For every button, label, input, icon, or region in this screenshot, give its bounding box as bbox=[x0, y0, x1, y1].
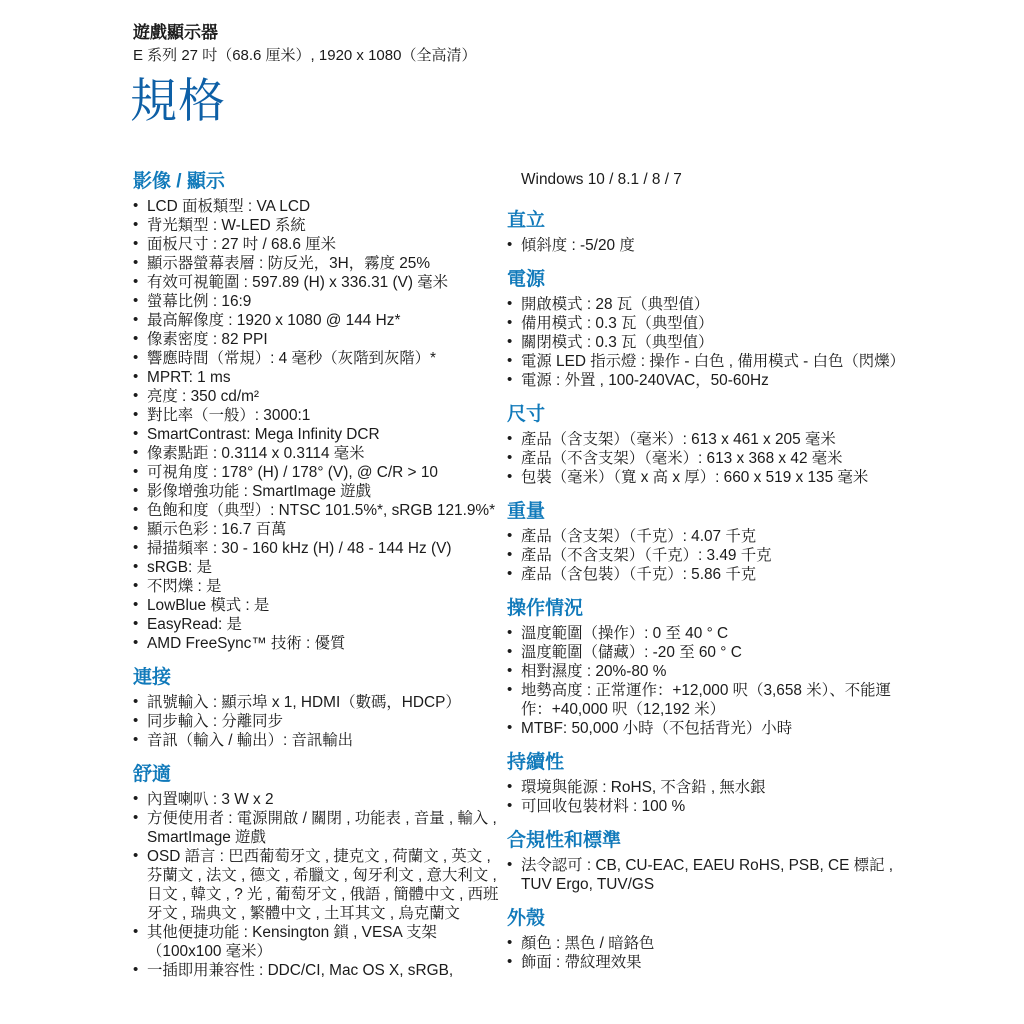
bullet-icon: • bbox=[133, 463, 139, 480]
spec-item-text: 備用模式 : 0.3 瓦（典型值） bbox=[521, 315, 714, 332]
spec-item-text: AMD FreeSync™ 技術 : 優質 bbox=[147, 635, 346, 652]
spec-item-text: 電源 LED 指示燈 : 操作 - 白色 , 備用模式 - 白色（閃爍） bbox=[521, 353, 905, 370]
bullet-icon: • bbox=[507, 719, 513, 736]
bullet-icon: • bbox=[507, 430, 513, 447]
spec-item-text: 地勢高度 : 正常運作：+12,000 呎（3,658 米）、不能運作：+40,000 呎（12,192 米） bbox=[521, 682, 891, 718]
bullet-icon: • bbox=[133, 235, 139, 252]
product-model: E 系列 27 吋（68.6 厘米）, 1920 x 1080（全高清） bbox=[133, 47, 477, 64]
spec-item-text: 傾斜度 : -5/20 度 bbox=[521, 237, 635, 254]
spec-item bbox=[133, 790, 509, 809]
bullet-icon: • bbox=[133, 501, 139, 518]
spec-item-text: EasyRead: 是 bbox=[147, 616, 242, 633]
spec-item-text: 產品（不含支架）（千克）: 3.49 千克 bbox=[521, 547, 772, 564]
bullet-icon: • bbox=[133, 349, 139, 366]
spec-item bbox=[507, 236, 899, 255]
bullet-icon: • bbox=[133, 577, 139, 594]
spec-item-list bbox=[507, 778, 899, 816]
spec-section bbox=[507, 403, 899, 487]
spec-item-text: 飾面 : 帶紋理效果 bbox=[521, 954, 642, 971]
product-category: 遊戲顯示器 bbox=[133, 23, 218, 42]
spec-item bbox=[507, 662, 899, 681]
bullet-icon: • bbox=[133, 615, 139, 632]
bullet-icon: • bbox=[507, 662, 513, 679]
spec-item bbox=[133, 273, 509, 292]
bullet-icon: • bbox=[507, 333, 513, 350]
bullet-icon: • bbox=[133, 216, 139, 233]
spec-item bbox=[133, 923, 509, 961]
spec-item bbox=[133, 634, 509, 653]
bullet-icon: • bbox=[507, 527, 513, 544]
spec-item-text: 響應時間（常規）: 4 毫秒（灰階到灰階）* bbox=[147, 350, 437, 367]
bullet-icon: • bbox=[133, 387, 139, 404]
bullet-icon: • bbox=[133, 254, 139, 271]
spec-item-text: 面板尺寸 : 27 吋 / 68.6 厘米 bbox=[147, 236, 337, 253]
spec-item bbox=[507, 449, 899, 468]
spec-section bbox=[133, 666, 509, 750]
bullet-icon: • bbox=[133, 311, 139, 328]
bullet-icon: • bbox=[133, 961, 139, 978]
bullet-icon: • bbox=[507, 449, 513, 466]
bullet-icon: • bbox=[507, 565, 513, 582]
bullet-icon: • bbox=[133, 444, 139, 461]
spec-item bbox=[133, 693, 509, 712]
spec-item-list bbox=[133, 790, 509, 980]
bullet-icon: • bbox=[133, 520, 139, 537]
bullet-icon: • bbox=[507, 624, 513, 641]
bullet-icon: • bbox=[507, 314, 513, 331]
spec-item-text: 顯示器螢幕表層 : 防反光，3H，霧度 25% bbox=[147, 255, 431, 272]
spec-section bbox=[133, 170, 509, 653]
spec-item bbox=[507, 295, 899, 314]
spec-item-text: 電源 : 外置 , 100-240VAC，50-60Hz bbox=[521, 372, 769, 389]
section-header: 連接 bbox=[133, 667, 172, 688]
spec-item-text: 方便使用者 : 電源開啟 / 關閉 , 功能表 , 音量 , 輸入 , SmartImage 遊戲 bbox=[147, 810, 497, 846]
spec-item bbox=[507, 546, 899, 565]
spec-item bbox=[507, 314, 899, 333]
spec-item-text: SmartContrast: Mega Infinity DCR bbox=[147, 426, 380, 443]
spec-item-text: 產品（含包裝）（千克）: 5.86 千克 bbox=[521, 566, 757, 583]
spec-item-text: 最高解像度 : 1920 x 1080 @ 144 Hz* bbox=[147, 312, 401, 329]
spec-item bbox=[507, 371, 899, 390]
spec-column-right bbox=[507, 170, 905, 972]
section-header: 合規性和標準 bbox=[507, 830, 622, 851]
spec-section bbox=[507, 751, 899, 816]
bullet-icon: • bbox=[507, 236, 513, 253]
spec-item-text: 開啟模式 : 28 瓦（典型值） bbox=[521, 296, 710, 313]
section-header: 影像 / 顯示 bbox=[133, 171, 225, 192]
spec-item-text: 溫度範圍（操作）: 0 至 40 ° C bbox=[521, 625, 729, 642]
spec-item-text: 產品（含支架）（千克）: 4.07 千克 bbox=[521, 528, 757, 545]
spec-item bbox=[133, 444, 509, 463]
section-header: 重量 bbox=[507, 501, 546, 522]
spec-item bbox=[133, 847, 509, 923]
spec-section bbox=[507, 209, 899, 255]
spec-item bbox=[133, 292, 509, 311]
bullet-icon: • bbox=[507, 295, 513, 312]
spec-item-list bbox=[507, 856, 899, 894]
spec-section bbox=[507, 500, 899, 584]
spec-item bbox=[507, 468, 899, 487]
spec-item-text: 環境與能源 : RoHS, 不含鉛 , 無水銀 bbox=[521, 779, 766, 796]
section-header: 直立 bbox=[507, 210, 546, 231]
bullet-icon: • bbox=[133, 847, 139, 864]
section-header: 持續性 bbox=[507, 752, 565, 773]
spec-item bbox=[133, 501, 509, 520]
spec-item bbox=[507, 527, 899, 546]
spec-item-text: 同步輸入 : 分離同步 bbox=[147, 713, 283, 730]
bullet-icon: • bbox=[133, 197, 139, 214]
spec-item bbox=[507, 856, 899, 894]
bullet-icon: • bbox=[133, 425, 139, 442]
spec-column-left bbox=[133, 170, 509, 980]
spec-item-text: LowBlue 模式 : 是 bbox=[147, 597, 270, 614]
spec-item bbox=[507, 352, 905, 371]
spec-item bbox=[133, 406, 509, 425]
spec-item bbox=[507, 719, 899, 738]
spec-item bbox=[133, 387, 509, 406]
spec-item bbox=[133, 731, 509, 750]
spec-item bbox=[507, 565, 899, 584]
bullet-icon: • bbox=[133, 558, 139, 575]
spec-section bbox=[507, 597, 899, 738]
spec-item-text: 產品（不含支架）（毫米）: 613 x 368 x 42 毫米 bbox=[521, 450, 843, 467]
spec-item bbox=[507, 430, 899, 449]
spec-item bbox=[133, 235, 509, 254]
spec-item bbox=[133, 615, 509, 634]
spec-item-text: 其他便捷功能 : Kensington 鎖 , VESA 支架（100x100 毫米） bbox=[147, 924, 437, 960]
bullet-icon: • bbox=[507, 371, 513, 388]
spec-item-text: MTBF: 50,000 小時（不包括背光）小時 bbox=[521, 720, 793, 737]
spec-item bbox=[133, 809, 509, 847]
bullet-icon: • bbox=[133, 292, 139, 309]
spec-item bbox=[507, 681, 899, 719]
spec-section bbox=[133, 763, 509, 980]
spec-item bbox=[133, 712, 509, 731]
spec-section bbox=[507, 829, 899, 894]
spec-item-list bbox=[507, 295, 905, 390]
bullet-icon: • bbox=[507, 468, 513, 485]
bullet-icon: • bbox=[133, 368, 139, 385]
spec-item-text: 亮度 : 350 cd/m² bbox=[147, 388, 260, 405]
bullet-icon: • bbox=[133, 539, 139, 556]
bullet-icon: • bbox=[507, 797, 513, 814]
spec-item-text: 像素密度 : 82 PPI bbox=[147, 331, 268, 348]
bullet-icon: • bbox=[133, 406, 139, 423]
spec-item bbox=[133, 254, 509, 273]
bullet-icon: • bbox=[507, 352, 513, 369]
bullet-icon: • bbox=[133, 712, 139, 729]
spec-item bbox=[133, 596, 509, 615]
bullet-icon: • bbox=[507, 681, 513, 698]
spec-item-text: 一插即用兼容性 : DDC/CI, Mac OS X, sRGB, bbox=[147, 962, 454, 979]
spec-item-text: 對比率（一般）: 3000:1 bbox=[147, 407, 311, 424]
spec-item-text: 色飽和度（典型）: NTSC 101.5%*, sRGB 121.9%* bbox=[147, 502, 496, 519]
bullet-icon: • bbox=[133, 731, 139, 748]
spec-item-text: 音訊（輸入 / 輸出）: 音訊輸出 bbox=[147, 732, 354, 749]
spec-section bbox=[507, 907, 899, 972]
bullet-icon: • bbox=[133, 482, 139, 499]
spec-item-list bbox=[133, 197, 509, 653]
page-title: 規格 bbox=[130, 74, 226, 127]
spec-item-text: OSD 語言 : 巴西葡萄牙文 , 捷克文 , 荷蘭文 , 英文 , 芬蘭文 , 法文 , 德文 , 希臘文 , 匈牙利文 , 意大利文 , 日文 , 韓文 , ? 光 , 葡萄牙文 , 俄語 , 簡體中文 , 西班牙文 , 瑞典文 , 繁體中文 , 土耳其文 , 烏克蘭文 bbox=[147, 848, 499, 922]
spec-item-text: LCD 面板類型 : VA LCD bbox=[147, 198, 311, 215]
bullet-icon: • bbox=[133, 790, 139, 807]
spec-item bbox=[133, 349, 509, 368]
spec-item-text: 內置喇叭 : 3 W x 2 bbox=[147, 791, 274, 808]
spec-item bbox=[133, 539, 509, 558]
spec-item-text: 影像增強功能 : SmartImage 遊戲 bbox=[147, 483, 372, 500]
spec-item-text: 顏色 : 黑色 / 暗鉻色 bbox=[521, 935, 655, 952]
spec-item-text: 產品（含支架）（毫米）: 613 x 461 x 205 毫米 bbox=[521, 431, 836, 448]
section-header: 操作情況 bbox=[507, 598, 584, 619]
spec-item-list bbox=[507, 527, 899, 584]
bullet-icon: • bbox=[133, 596, 139, 613]
spec-item-text: 不閃爍 : 是 bbox=[147, 578, 222, 595]
spec-section bbox=[507, 268, 905, 390]
spec-item-text: 有效可視範圍 : 597.89 (H) x 336.31 (V) 毫米 bbox=[147, 274, 449, 291]
section-header: 尺寸 bbox=[507, 404, 546, 425]
spec-item-text: sRGB: 是 bbox=[147, 559, 212, 576]
spec-item-text: 掃描頻率 : 30 - 160 kHz (H) / 48 - 144 Hz (V) bbox=[147, 540, 452, 557]
spec-item-list bbox=[133, 693, 509, 750]
spec-item bbox=[133, 482, 509, 501]
spec-item bbox=[133, 463, 509, 482]
spec-item bbox=[507, 953, 899, 972]
spec-item bbox=[507, 797, 899, 816]
spec-item-list bbox=[507, 236, 899, 255]
spec-item bbox=[133, 577, 509, 596]
spec-item-text: 可回收包裝材料 : 100 % bbox=[521, 798, 686, 815]
spec-item bbox=[133, 197, 509, 216]
spec-item bbox=[133, 368, 509, 387]
bullet-icon: • bbox=[507, 934, 513, 951]
spec-item bbox=[507, 934, 899, 953]
spec-item-list bbox=[507, 624, 899, 738]
spec-item bbox=[133, 330, 509, 349]
bullet-icon: • bbox=[133, 330, 139, 347]
spec-item-text: 溫度範圍（儲藏）: -20 至 60 ° C bbox=[521, 644, 742, 661]
spec-item bbox=[507, 624, 899, 643]
spec-item bbox=[133, 425, 509, 444]
bullet-icon: • bbox=[507, 856, 513, 873]
bullet-icon: • bbox=[507, 546, 513, 563]
bullet-icon: • bbox=[507, 953, 513, 970]
section-header: 電源 bbox=[507, 269, 546, 290]
spec-item-text: 螢幕比例 : 16:9 bbox=[147, 293, 252, 310]
bullet-icon: • bbox=[133, 273, 139, 290]
spec-item-text: 顯示色彩 : 16.7 百萬 bbox=[147, 521, 287, 538]
spec-item-text: 法令認可 : CB, CU-EAC, EAEU RoHS, PSB, CE 標記 , TUV Ergo, TUV/GS bbox=[521, 857, 894, 893]
spec-item-text: 關閉模式 : 0.3 瓦（典型值） bbox=[521, 334, 714, 351]
spec-item bbox=[133, 311, 509, 330]
bullet-icon: • bbox=[133, 923, 139, 940]
spec-item-list bbox=[507, 430, 899, 487]
spec-item-list bbox=[507, 934, 899, 972]
section-header: 舒適 bbox=[133, 764, 172, 785]
continuation-line: Windows 10 / 8.1 / 8 / 7 bbox=[521, 171, 682, 188]
spec-item bbox=[133, 558, 509, 577]
spec-item bbox=[507, 333, 899, 352]
bullet-icon: • bbox=[133, 809, 139, 826]
bullet-icon: • bbox=[133, 634, 139, 651]
spec-item bbox=[133, 961, 509, 980]
bullet-icon: • bbox=[507, 778, 513, 795]
bullet-icon: • bbox=[507, 643, 513, 660]
spec-item-text: 像素點距 : 0.3114 x 0.3114 毫米 bbox=[147, 445, 365, 462]
spec-item bbox=[133, 520, 509, 539]
spec-item-text: 包裝（毫米）（寬 x 高 x 厚）: 660 x 519 x 135 毫米 bbox=[521, 469, 869, 486]
spec-item-text: 可視角度 : 178° (H) / 178° (V), @ C/R > 10 bbox=[147, 464, 438, 481]
bullet-icon: • bbox=[133, 693, 139, 710]
doc-header bbox=[133, 20, 476, 66]
spec-item bbox=[507, 643, 899, 662]
spec-item-text: MPRT: 1 ms bbox=[147, 369, 231, 386]
spec-item bbox=[507, 778, 899, 797]
section-header: 外殼 bbox=[507, 908, 546, 929]
spec-item-text: 背光類型 : W-LED 系統 bbox=[147, 217, 306, 234]
spec-item bbox=[133, 216, 509, 235]
spec-item-text: 訊號輸入 : 顯示埠 x 1, HDMI（數碼，HDCP） bbox=[147, 694, 461, 711]
spec-item-text: 相對濕度 : 20%-80 % bbox=[521, 663, 667, 680]
